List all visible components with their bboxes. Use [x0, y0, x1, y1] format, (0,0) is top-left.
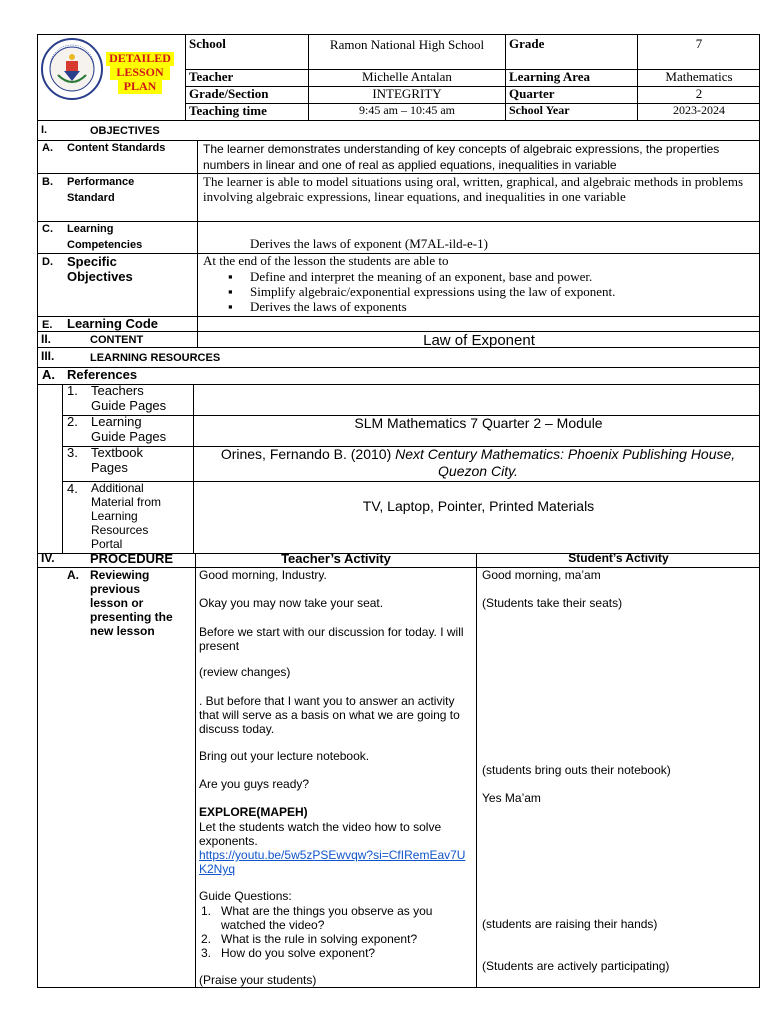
explore-heading: EXPLORE(MAPEH)	[199, 805, 308, 819]
specific-label-1: Specific	[67, 254, 117, 269]
specific-objectives-list	[224, 269, 754, 314]
textbook-title: Next Century Mathematics: Phoenix Publishing House, Quezon City.	[395, 446, 736, 479]
badge-line-1: DETAILED	[106, 52, 174, 66]
competencies-label-2: Competencies	[67, 239, 143, 251]
guide-question: 3. How do you solve exponent?	[201, 946, 376, 960]
specific-label-2: Objectives	[67, 269, 133, 284]
content-value: Law of Exponent	[423, 332, 535, 349]
time-value: 9:45 am – 10:45 am	[359, 103, 455, 117]
specific-objective-item: ▪ Simplify algebraic/exponential expressions using the law of exponent.	[224, 284, 754, 299]
references-label: References	[67, 367, 138, 382]
performance-standard-label-2: Standard	[67, 192, 115, 204]
specific-objective-item: ▪ Derives the laws of exponents	[224, 299, 754, 314]
student-line: Yes Ma’am	[482, 791, 541, 805]
reference-number: 3.	[67, 445, 78, 460]
learning-area-value: Mathematics	[665, 69, 733, 84]
school-value: Ramon National High School	[329, 37, 485, 52]
reference-label-line: Material from	[91, 495, 162, 509]
guide-question-text: What are the things you observe as you watched the video?	[221, 904, 433, 932]
reference-value: TV, Laptop, Pointer, Printed Materials	[362, 498, 595, 514]
step-label-line: Reviewing	[90, 568, 150, 582]
section-label: Grade/Section	[189, 86, 269, 101]
resources-title: LEARNING RESOURCES	[90, 352, 221, 364]
teacher-label: Teacher	[189, 69, 234, 84]
objectives-numeral: I.	[41, 124, 48, 136]
teacher-line: Before we start with our discussion for today. I will present	[199, 625, 464, 653]
year-value: 2023-2024	[673, 103, 725, 117]
content-numeral: II.	[41, 332, 52, 346]
competencies-text: Derives the laws of exponent (M7AL-ild-e-1)	[250, 236, 488, 251]
specific-letter: D.	[42, 256, 53, 268]
reference-label-line: Portal	[91, 537, 123, 551]
reference-label-1: Learning	[91, 414, 142, 429]
procedure-label: PROCEDURE	[90, 551, 174, 566]
grade-label: Grade	[509, 36, 545, 51]
performance-standard-label-1: Performance	[67, 176, 135, 188]
student-line: (students bring outs their notebook)	[482, 763, 671, 777]
objectives-title: OBJECTIVES	[90, 125, 160, 137]
performance-standard-letter: B.	[42, 176, 53, 188]
reference-label-2: Guide Pages	[91, 398, 167, 413]
learning-code-letter: E.	[42, 319, 53, 331]
teacher-line: (review changes)	[199, 665, 291, 679]
step-letter: A.	[67, 568, 79, 582]
procedure-numeral: IV.	[41, 551, 55, 565]
student-line: (Students are actively participating)	[482, 959, 670, 973]
textbook-author: Orines, Fernando B. (2010)	[220, 446, 396, 462]
student-activity-header: Student’s Activity	[568, 551, 669, 565]
reference-label-line: Learning	[91, 509, 138, 523]
reference-number: 2.	[67, 414, 78, 429]
resources-numeral: III.	[41, 349, 55, 363]
guide-question-text: How do you solve exponent?	[221, 946, 376, 960]
teacher-value: Michelle Antalan	[362, 69, 452, 84]
badge-line-3: PLAN	[118, 80, 162, 94]
step-label-line: new lesson	[90, 624, 155, 638]
time-label: Teaching time	[189, 103, 267, 118]
teacher-line: Are you guys ready?	[199, 777, 310, 791]
competencies-letter: C.	[42, 223, 53, 235]
quarter-label: Quarter	[509, 86, 555, 101]
step-label-line: presenting the	[90, 610, 173, 624]
content-standards-label: Content Standards	[67, 142, 166, 154]
specific-objective-item: ▪ Define and interpret the meaning of an exponent, base and power.	[224, 269, 754, 284]
school-label: School	[189, 36, 226, 51]
textbook-reference	[200, 446, 756, 480]
teacher-line: Let the students watch the video how to solve exponents.	[199, 820, 442, 848]
teacher-activity-header: Teacher’s Activity	[281, 551, 391, 566]
reference-value: SLM Mathematics 7 Quarter 2 – Module	[354, 415, 603, 431]
reference-label-1: Textbook	[91, 445, 144, 460]
reference-label-1: Teachers	[91, 383, 144, 398]
grade-value: 7	[695, 36, 703, 51]
reference-number: 1.	[67, 383, 78, 398]
performance-standard-text: The learner is able to model situations using oral, written, graphical, and algebraic methods in problems involving algebraic expressions, linear equations, and inequalities in one variable	[203, 174, 744, 204]
reference-label-2: Guide Pages	[91, 429, 167, 444]
student-line: Good morning, ma’am	[482, 568, 601, 582]
reference-number: 4.	[67, 481, 78, 496]
guide-questions-heading: Guide Questions:	[199, 889, 292, 903]
student-line: (students are raising their hands)	[482, 917, 658, 931]
specific-intro: At the end of the lesson the students are able to	[203, 253, 449, 268]
guide-question-text: What is the rule in solving exponent?	[221, 932, 418, 946]
teacher-line: Bring out your lecture notebook.	[199, 749, 370, 763]
teacher-line: . But before that I want you to answer an activity that will serve as a basis on what we are going to discuss today.	[199, 694, 460, 736]
reference-label-line: Additional	[91, 481, 144, 495]
quarter-value: 2	[695, 86, 703, 101]
learning-area-label: Learning Area	[509, 69, 591, 84]
guide-questions-list	[201, 904, 467, 960]
references-letter: A.	[42, 367, 55, 382]
guide-question: 2. What is the rule in solving exponent?	[201, 932, 418, 946]
badge-line-2: LESSON	[110, 66, 170, 80]
teacher-line: Okay you may now take your seat.	[199, 596, 384, 610]
content-standards-letter: A.	[42, 142, 53, 154]
section-value: INTEGRITY	[372, 86, 442, 101]
content-standards-text: The learner demonstrates understanding of key concepts of algebraic expressions, the properties numbers in linear and one of real as applied equations, inequalities in variable	[203, 142, 720, 173]
learning-code-label: Learning Code	[67, 316, 159, 331]
year-label: School Year	[509, 103, 570, 117]
step-label-line: lesson or	[90, 596, 144, 610]
reference-label-line: Resources	[91, 523, 149, 537]
step-label-line: previous	[90, 582, 141, 596]
guide-question: 1. What are the things you observe as you watched the video?	[201, 904, 433, 932]
content-label: CONTENT	[90, 334, 144, 346]
reference-label-2: Pages	[91, 460, 128, 475]
teacher-line: Good morning, Industry.	[199, 568, 327, 582]
teacher-line: (Praise your students)	[199, 973, 317, 987]
competencies-label-1: Learning	[67, 223, 114, 235]
deped-seal-logo	[40, 37, 104, 101]
video-link[interactable]: https://youtu.be/5w5zPSEwvqw?si=CfIRemEav7UK2Nyq	[199, 848, 466, 876]
student-line: (Students take their seats)	[482, 596, 623, 610]
